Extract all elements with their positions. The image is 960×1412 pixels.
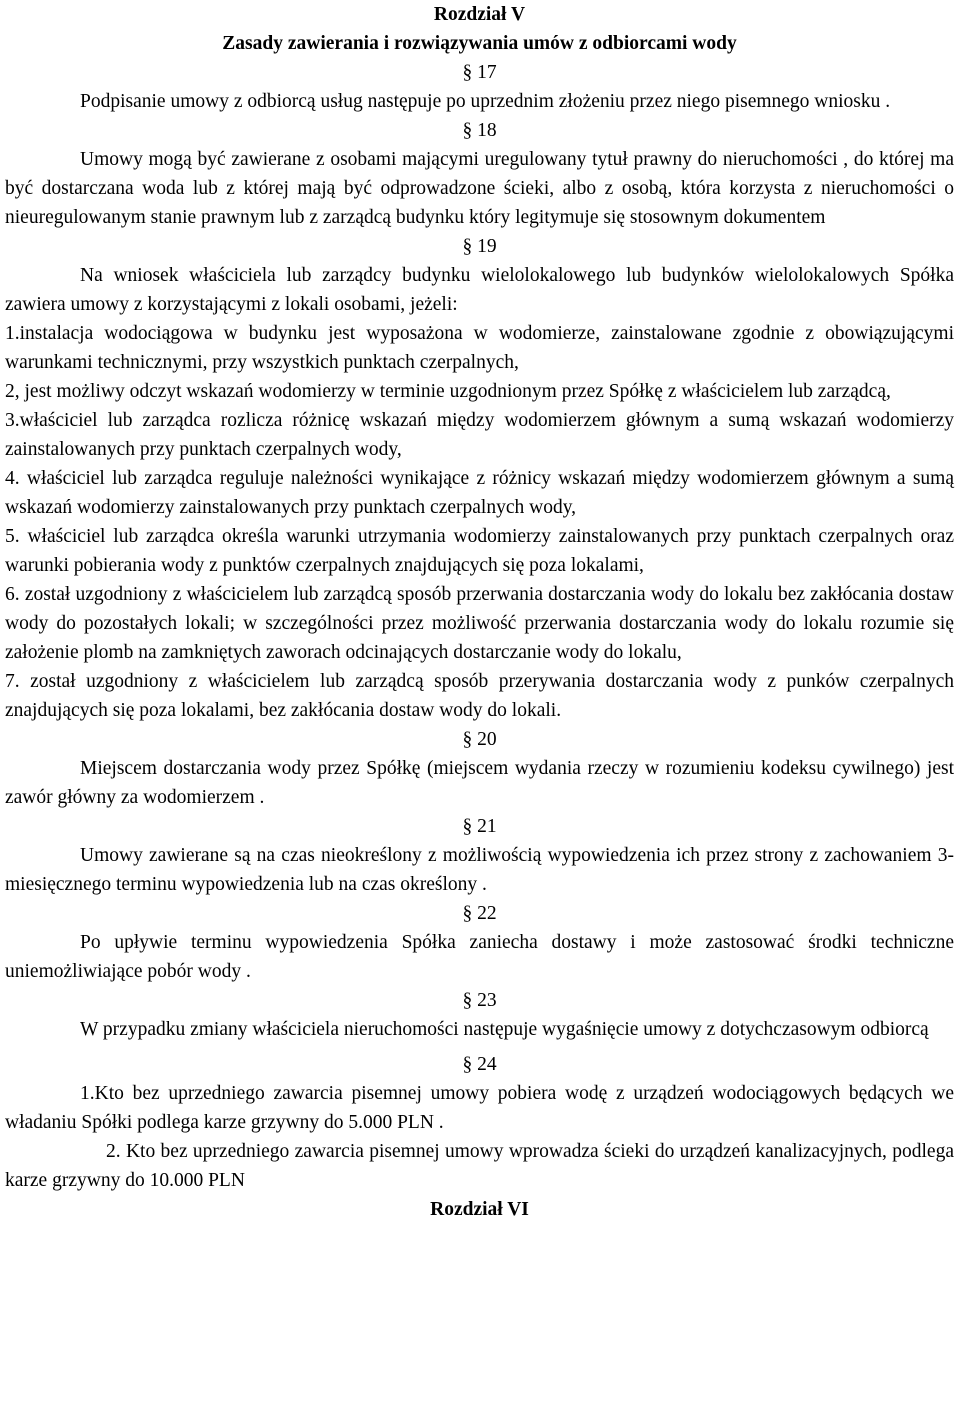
- section-20-text: Miejscem dostarczania wody przez Spółkę (miejscem wydania rzeczy w rozumieniu kodeksu cywilnego) jest zawór główny za wodomierzem .: [5, 758, 954, 808]
- section-19-intro: Na wniosek właściciela lub zarządcy budynku wielolokalowego lub budynków wielolokalowych Spółka zawiera umowy z korzystającymi z lokali osobami, jeżeli:: [5, 265, 954, 315]
- section-19-item: 3.właściciel lub zarządca rozlicza różnicę wskazań między wodomierzem głównym a sumą wskazań wodomierzy zainstalowanych przy punktach czerpalnych wody,: [5, 410, 954, 460]
- section-22-heading: § 22: [462, 903, 497, 924]
- section-24-heading: § 24: [462, 1054, 497, 1075]
- chapter-vi-label: Rozdział VI: [430, 1199, 529, 1220]
- section-24-item-2: 2. Kto bez uprzedniego zawarcia pisemnej umowy wprowadza ścieki do urządzeń kanalizacyjnych, podlega karze grzywny do 10.000 PLN: [5, 1141, 954, 1191]
- section-19-item: 2, jest możliwy odczyt wskazań wodomierzy w terminie uzgodnionym przez Spółkę z właścicielem lub zarządcą,: [5, 381, 891, 402]
- section-23-text: W przypadku zmiany właściciela nieruchomości następuje wygaśnięcie umowy z dotychczasowym odbiorcą: [80, 1019, 929, 1040]
- section-20-heading: § 20: [462, 729, 497, 750]
- section-19-item: 4. właściciel lub zarządca reguluje należności wynikające z różnicy wskazań między wodomierzem głównym a sumą wskazań wodomierzy zainstalowanych przy punktach czerpalnych wody,: [5, 468, 954, 518]
- section-19-item: 7. został uzgodniony z właścicielem lub zarządcą sposób przerywania dostarczania wody z punków czerpalnych znajdujących się poza lokalami, bez zakłócania dostaw wody do lokali.: [5, 671, 954, 721]
- section-19-heading: § 19: [462, 236, 497, 257]
- section-23-heading: § 23: [462, 990, 497, 1011]
- section-18-text: Umowy mogą być zawierane z osobami mającymi uregulowany tytuł prawny do nieruchomości , do której ma być dostarczana woda lub z której mają być odprowadzone ścieki, albo z osobą, która korzysta z nieruchomości o nieuregulowanym stanie prawnym lub z zarządcą budynku który legitymuje się stosownym dokumentem: [5, 149, 954, 228]
- section-22-text: Po upływie terminu wypowiedzenia Spółka zaniecha dostawy i może zastosować środki techniczne uniemożliwiające pobór wody .: [5, 932, 954, 982]
- chapter-v-title: Zasady zawierania i rozwiązywania umów z odbiorcami wody: [222, 33, 737, 54]
- section-19-item: 5. właściciel lub zarządca określa warunki utrzymania wodomierzy zainstalowanych przy punktach czerpalnych oraz warunki pobierania wody z punktów czerpalnych znajdujących się poza lokalami,: [5, 526, 954, 576]
- section-17-text: Podpisanie umowy z odbiorcą usług następuje po uprzednim złożeniu przez niego pisemnego wniosku .: [80, 91, 891, 112]
- section-21-heading: § 21: [462, 816, 497, 837]
- section-18-heading: § 18: [462, 120, 497, 141]
- section-21-text: Umowy zawierane są na czas nieokreślony z możliwością wypowiedzenia ich przez strony z zachowaniem 3- miesięcznego terminu wypowiedzenia lub na czas określony .: [5, 845, 954, 895]
- section-19-item: 6. został uzgodniony z właścicielem lub zarządcą sposób przerwania dostarczania wody do lokalu bez zakłócania dostaw wody do pozostałych lokali; w szczególności przez możliwość przerwania dostarczania wody do lokalu rozumie się założenie plomb na zamkniętych zaworach odcinających dostarczanie wody do lokalu,: [5, 584, 954, 663]
- section-24-item-1: 1.Kto bez uprzedniego zawarcia pisemnej umowy pobiera wodę z urządzeń wodociągowych będących we władaniu Spółki podlega karze grzywny do 5.000 PLN .: [5, 1083, 954, 1133]
- section-19-item: 1.instalacja wodociągowa w budynku jest wyposażona w wodomierze, zainstalowane zgodnie z obowiązującymi warunkami technicznymi, przy wszystkich punktach czerpalnych,: [5, 323, 954, 373]
- chapter-v-label: Rozdział V: [433, 4, 526, 25]
- section-17-heading: § 17: [462, 62, 497, 83]
